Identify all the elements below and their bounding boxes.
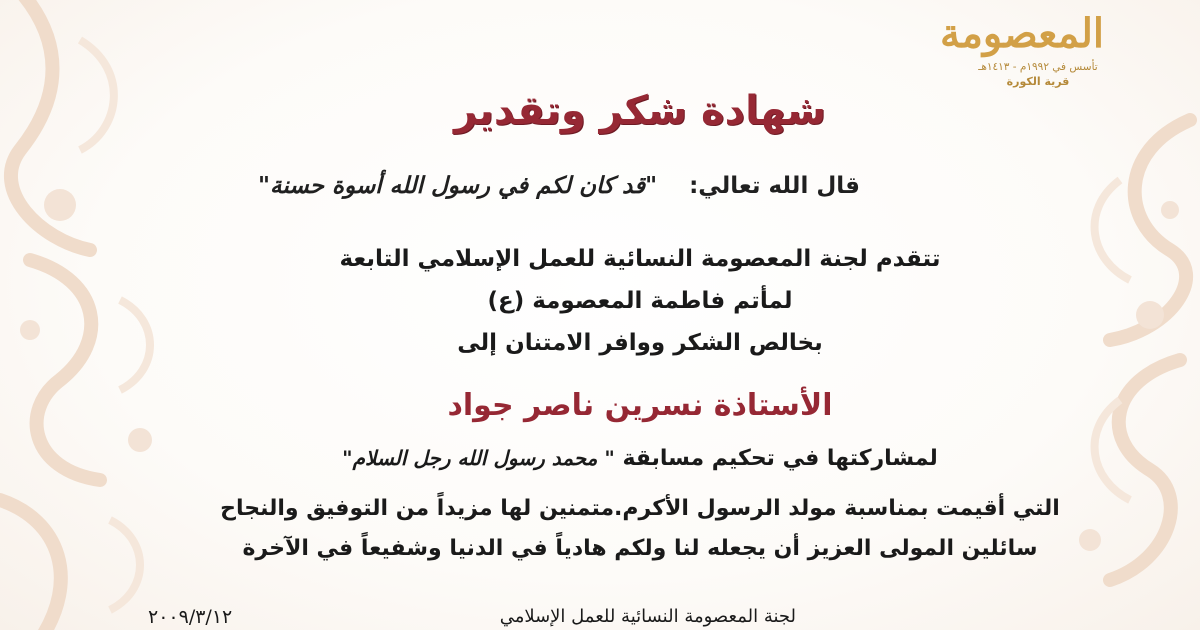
recipient-name: الأستاذة نسرين ناصر جواد: [447, 388, 833, 423]
footer-date: ٢٠٠٩/٣/١٢: [148, 606, 233, 628]
verse-quote: "قد كان لكم في رسول الله أسوة حسنة": [258, 172, 658, 199]
reason-line-1: [0, 446, 1200, 471]
reason-line-2: التي أقيمت بمناسبة مولد الرسول الأكرم.متمنين لها مزيداً من التوفيق والنجاح: [220, 496, 1060, 521]
intro-line-2: لمأتم فاطمة المعصومة (ع): [487, 288, 793, 314]
logo-town-text: قرية الكورة: [1006, 75, 1070, 88]
quran-verse-line: [0, 172, 1200, 199]
certificate-title: شهادة شكر وتقدير: [454, 88, 826, 134]
intro-line-1: تتقدم لجنة المعصومة النسائية للعمل الإسلامي التابعة: [339, 246, 941, 272]
logo-founded-text: تأسس في ١٩٩٢م - ١٤١٣هـ: [978, 61, 1098, 73]
footer-organization: لجنة المعصومة النسائية للعمل الإسلامي: [499, 606, 796, 627]
intro-line-3: بخالص الشكر ووافر الامتنان إلى: [457, 330, 823, 356]
verse-prefix: قال الله تعالي:: [689, 173, 860, 199]
reason-line-3: سائلين المولى العزيز أن يجعله لنا ولكم هادياً في الدنيا وشفيعاً في الآخرة: [242, 536, 1038, 561]
competition-name: " محمد رسول الله رجل السلام": [342, 446, 615, 470]
reason-prefix: لمشاركتها في تحكيم مسابقة: [622, 446, 938, 471]
logo-mark: المعصومة: [940, 10, 1104, 57]
